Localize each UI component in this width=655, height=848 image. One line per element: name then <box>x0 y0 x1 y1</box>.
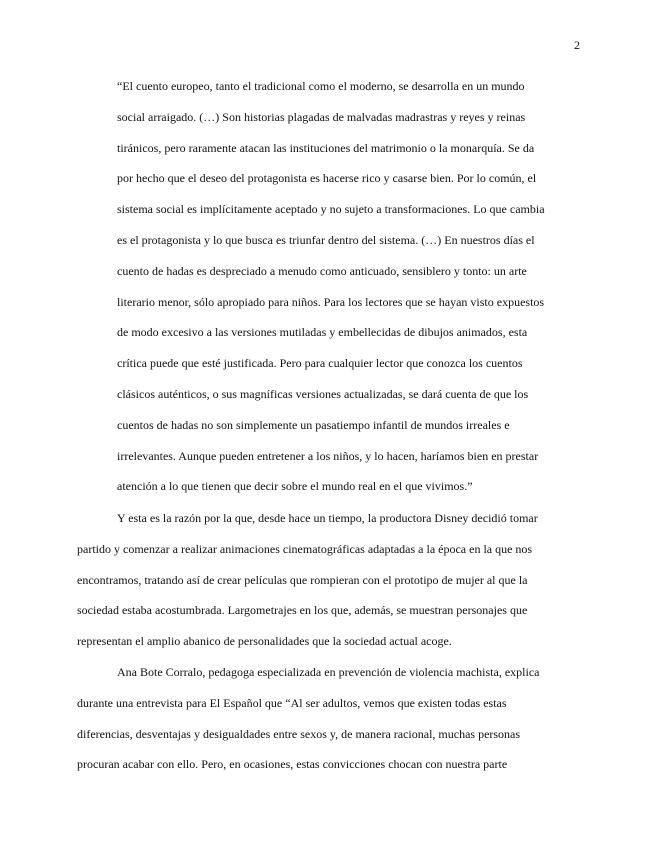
quote-line: sistema social es implícitamente aceptado y no sujeto a transformaciones. Lo que cambia <box>117 202 545 217</box>
quote-line: por hecho que el deseo del protagonista es hacerse rico y casarse bien. Por lo común, el <box>117 171 537 186</box>
quote-line: cuento de hadas es despreciado a menudo como anticuado, sensiblero y tonto: un arte <box>117 263 527 278</box>
quote-line: crítica puede que esté justificada. Pero para cualquier lector que conozca los cuentos <box>117 356 523 371</box>
quote-line: clásicos auténticos, o sus magníficas versiones actualizadas, se dará cuenta de que los <box>117 386 529 401</box>
paragraph-line: representan el amplio abanico de personalidades que la sociedad actual acoge. <box>77 634 452 649</box>
paragraph-line: Ana Bote Corralo, pedagoga especializada en prevención de violencia machista, explica <box>117 665 540 679</box>
paragraph-line: encontramos, tratando así de crear películas que rompieran con el prototipo de mujer al que la <box>77 572 528 587</box>
quote-line: literario menor, sólo apropiado para niños. Para los lectores que se hayan visto expuestos <box>117 294 545 309</box>
paragraph-line: diferencias, desventajas y desigualdades entre sexos y, de manera racional, muchas personas <box>77 726 521 741</box>
paragraph-line: procuran acabar con ello. Pero, en ocasiones, estas convicciones chocan con nuestra parte <box>77 757 508 772</box>
quote-line: cuentos de hadas no son simplemente un pasatiempo infantil de mundos irreales e <box>117 417 510 432</box>
paragraph-disney <box>77 503 577 657</box>
quote-line: atención a lo que tienen que decir sobre el mundo real en el que vivimos.” <box>117 479 473 494</box>
paragraph-line: Y esta es la razón por la que, desde hace un tiempo, la productora Disney decidió tomar <box>117 511 538 525</box>
paragraph-ana-bote <box>77 657 577 780</box>
paragraph-line: sociedad estaba acostumbrada. Largometrajes en los que, además, se muestran personajes que <box>77 603 528 618</box>
paragraph-line: durante una entrevista para El Español que “Al ser adultos, vemos que existen todas estas <box>77 695 507 710</box>
quote-line: es el protagonista y lo que busca es triunfar dentro del sistema. (…) En nuestros días el <box>117 232 535 247</box>
quote-line: irrelevantes. Aunque pueden entretener a los niños, y lo hacen, haríamos bien en prestar <box>117 448 539 463</box>
quote-line: tiránicos, pero raramente atacan las instituciones del matrimonio o la monarquía. Se da <box>117 140 535 155</box>
paragraph-line: partido y comenzar a realizar animaciones cinematográficas adaptadas a la época en la que nos <box>77 541 533 556</box>
quote-line: social arraigado. (…) Son historias plagadas de malvadas madrastras y reyes y reinas <box>117 109 526 124</box>
quote-line: de modo excesivo a las versiones mutiladas y embellecidas de dibujos animados, esta <box>117 325 528 340</box>
quote-line: “El cuento europeo, tanto el tradicional como el moderno, se desarrolla en un mundo <box>117 79 525 93</box>
page-number: 2 <box>574 38 580 52</box>
block-quote <box>117 71 577 502</box>
